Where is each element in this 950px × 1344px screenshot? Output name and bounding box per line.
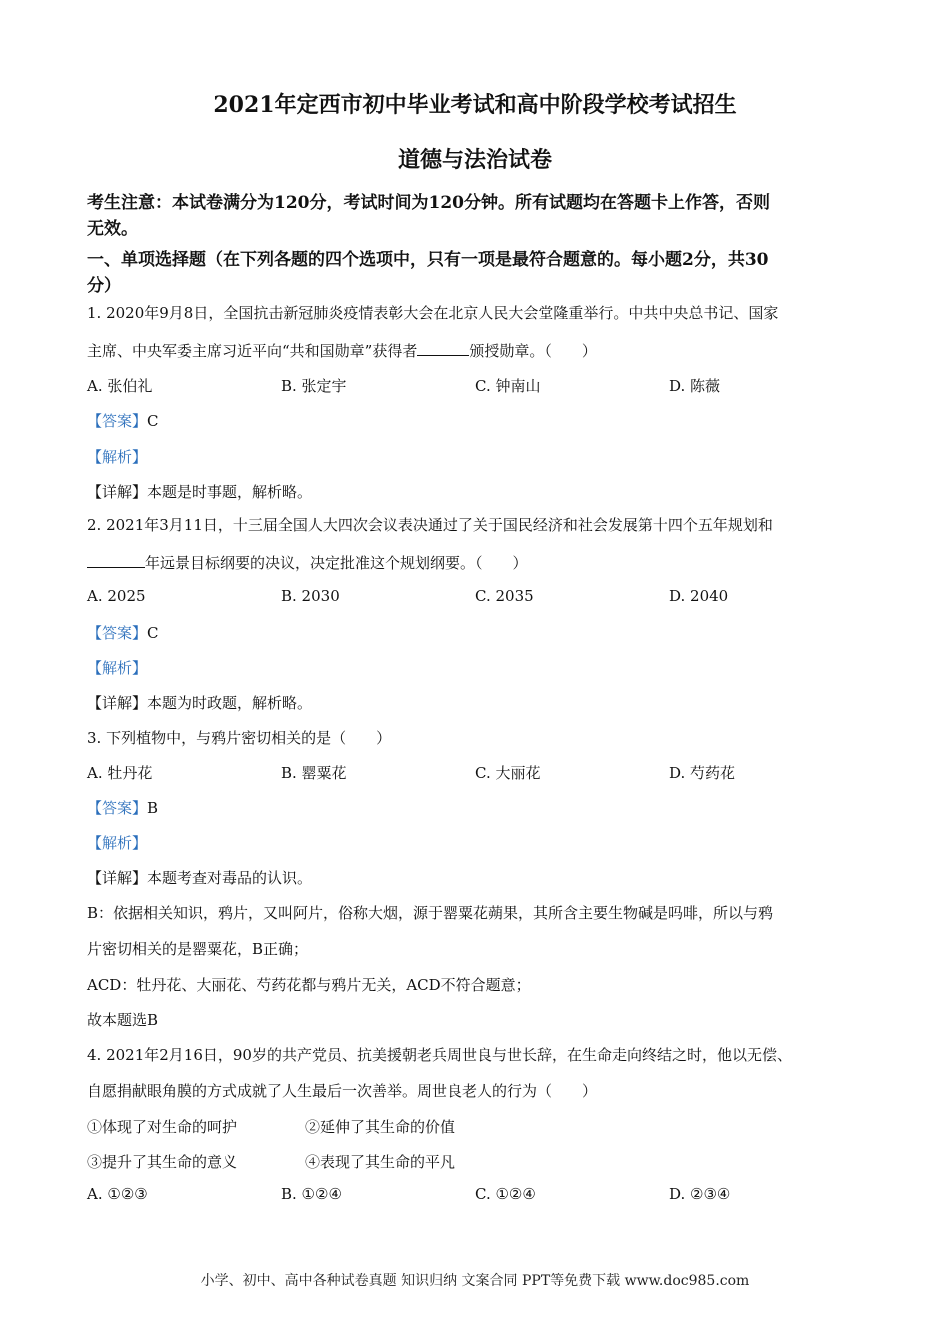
- question-1-option-a: A. 张伯礼: [87, 377, 153, 395]
- question-1-option-b: B. 张定宇: [281, 377, 347, 395]
- notice-line-2: 无效。: [87, 219, 138, 239]
- question-1-line-2-end: 颁授勋章。（ ）: [469, 342, 597, 360]
- question-3-explanation-1: B：依据相关知识，鸦片，又叫阿片，俗称大烟，源于罂粟花蒴果，其所含主要生物碱是吗啡，所以与鸦: [87, 904, 774, 922]
- question-2-option-b: B. 2030: [281, 587, 340, 605]
- question-2-line-2-text: 年远景目标纲要的决议，决定批准这个规划纲要。（ ）: [145, 554, 528, 572]
- question-1-option-d: D. 陈薇: [669, 377, 721, 395]
- notice-line-1: 考生注意：本试卷满分为120分，考试时间为120分钟。所有试题均在答题卡上作答，否则: [87, 193, 770, 213]
- question-4-option-c: C. ①②④: [475, 1185, 536, 1203]
- question-4-item-1: ①体现了对生命的呵护: [87, 1118, 238, 1136]
- section-heading-line-1: 一、单项选择题（在下列各题的四个选项中，只有一项是最符合题意的。每小题2分，共30: [87, 250, 769, 270]
- page-title: 2021年定西市初中毕业考试和高中阶段学校考试招生: [213, 92, 737, 118]
- question-2-line-2: [87, 552, 528, 573]
- question-4-option-b: B. ①②④: [281, 1185, 342, 1203]
- question-3-line-1: 3. 下列植物中，与鸦片密切相关的是（ ）: [87, 729, 392, 747]
- question-2-blank: [87, 553, 145, 568]
- question-3-explanation-3: ACD：牡丹花、大丽花、芍药花都与鸦片无关，ACD不符合题意；: [87, 976, 531, 994]
- question-3-option-d: D. 芍药花: [669, 764, 736, 782]
- question-3-answer-value: B: [147, 799, 159, 817]
- question-2-answer-value: C: [147, 624, 159, 642]
- question-3-detail: 【详解】本题考查对毒品的认识。: [87, 869, 313, 887]
- question-3-answer: [87, 797, 158, 818]
- question-4-option-a: A. ①②③: [87, 1185, 148, 1203]
- question-1-line-2: [87, 340, 597, 361]
- question-2-option-d: D. 2040: [669, 587, 729, 605]
- question-2-analysis-label: 【解析】: [87, 659, 148, 677]
- question-2-detail: 【详解】本题为时政题，解析略。: [87, 694, 313, 712]
- question-3-explanation-4: 故本题选B: [87, 1011, 159, 1029]
- question-3-option-b: B. 罂粟花: [281, 764, 347, 782]
- question-2-answer-label: 【答案】: [87, 624, 148, 642]
- question-4-item-2: ②延伸了其生命的价值: [305, 1118, 456, 1136]
- question-1-analysis-label: 【解析】: [87, 448, 148, 466]
- question-4-option-d: D. ②③④: [669, 1185, 731, 1203]
- question-1-line-2-text: 主席、中央军委主席习近平向“共和国勋章”获得者: [87, 342, 418, 360]
- question-3-analysis-label: 【解析】: [87, 834, 148, 852]
- question-4-item-3: ③提升了其生命的意义: [87, 1153, 238, 1171]
- question-1-answer: [87, 410, 159, 431]
- question-1-answer-value: C: [147, 412, 159, 430]
- question-4-item-4: ④表现了其生命的平凡: [305, 1153, 456, 1171]
- question-2-option-c: C. 2035: [475, 587, 534, 605]
- question-3-explanation-2: 片密切相关的是罂粟花，B正确；: [87, 940, 309, 958]
- question-1-answer-label: 【答案】: [87, 412, 148, 430]
- question-4-line-2: 自愿捐献眼角膜的方式成就了人生最后一次善举。周世良老人的行为（ ）: [87, 1082, 598, 1100]
- question-2-option-a: A. 2025: [87, 587, 146, 605]
- question-3-option-c: C. 大丽花: [475, 764, 541, 782]
- page-subtitle: 道德与法治试卷: [397, 147, 552, 173]
- question-3-option-a: A. 牡丹花: [87, 764, 153, 782]
- question-1-option-c: C. 钟南山: [475, 377, 541, 395]
- question-2-line-1: 2. 2021年3月11日，十三届全国人大四次会议表决通过了关于国民经济和社会发展第十四个五年规划和: [87, 516, 773, 534]
- question-1-detail: 【详解】本题是时事题，解析略。: [87, 483, 313, 501]
- question-3-answer-label: 【答案】: [87, 799, 148, 817]
- question-2-answer: [87, 622, 159, 643]
- question-1-line-1: 1. 2020年9月8日，全国抗击新冠肺炎疫情表彰大会在北京人民大会堂隆重举行。中共中央总书记、国家: [87, 304, 779, 322]
- question-1-blank: [417, 341, 469, 356]
- question-4-line-1: 4. 2021年2月16日，90岁的共产党员、抗美援朝老兵周世良与世长辞，在生命走向终结之时，他以无偿、: [87, 1046, 792, 1064]
- section-heading-line-2: 分）: [87, 276, 121, 296]
- page-footer: 小学、初中、高中各种试卷真题 知识归纳 文案合同 PPT等免费下载 www.doc985.com: [200, 1273, 750, 1289]
